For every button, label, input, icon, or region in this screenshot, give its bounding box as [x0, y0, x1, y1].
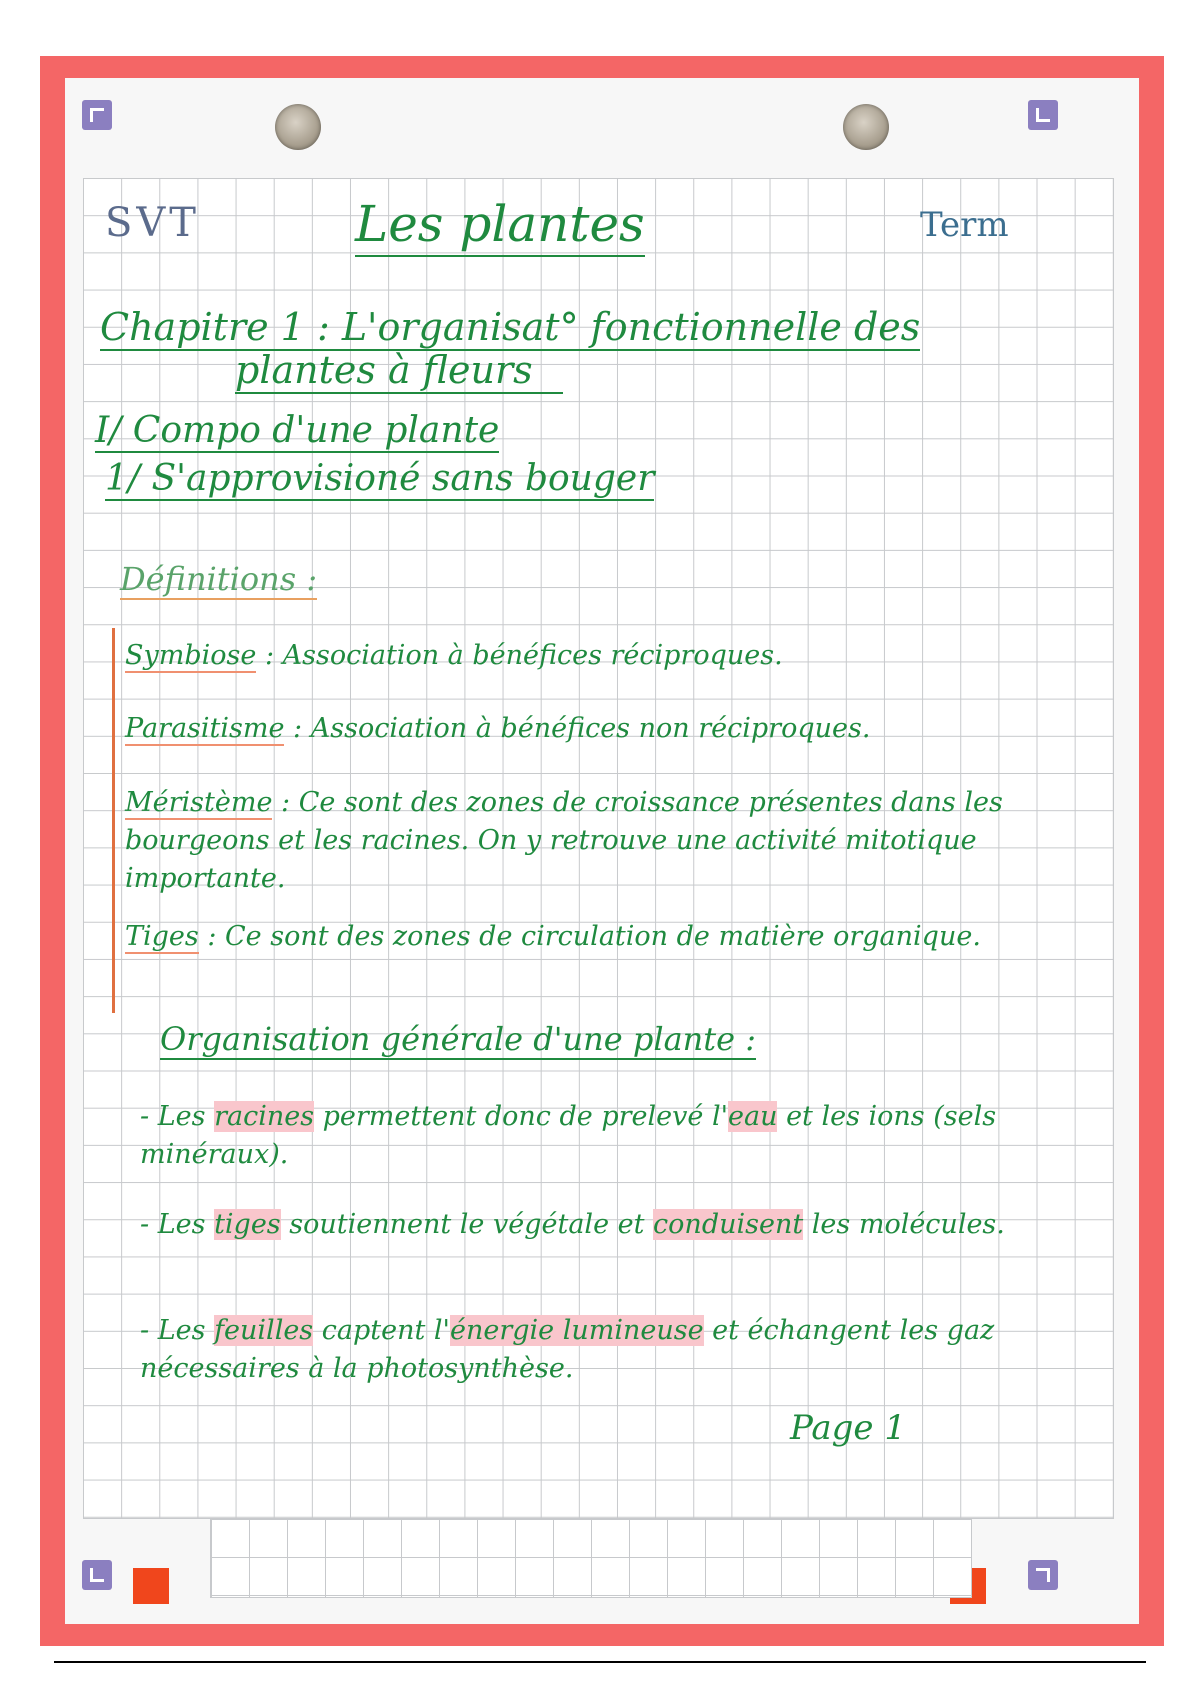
definition-item	[125, 710, 1005, 748]
corner-mark-top-left-icon	[82, 100, 112, 130]
bullet-pre: - Les	[140, 1101, 215, 1132]
bullet-highlight: tiges	[214, 1209, 281, 1240]
corner-mark-bottom-left-icon	[82, 1560, 112, 1590]
bottom-divider	[54, 1661, 1146, 1663]
definition-term: Tiges	[125, 921, 199, 952]
definition-term: Symbiose	[125, 640, 257, 671]
bullet-pre: - Les	[140, 1209, 215, 1240]
bullet-highlight: racines	[214, 1101, 315, 1132]
bullet-pre: - Les	[140, 1315, 215, 1346]
definition-text: : Ce sont des zones de croissance présentes dans les bourgeons et les racines. On y retrouve une activité mitotique importante.	[125, 787, 1003, 894]
definition-text: : Association à bénéfices réciproques.	[256, 640, 783, 671]
bullet-mid: permettent donc de prelevé l'	[314, 1101, 729, 1132]
definitions-margin-bar	[112, 628, 115, 1013]
bullet-item	[140, 1206, 1020, 1244]
bullet-highlight: conduisent	[653, 1209, 804, 1240]
bullet-item	[140, 1098, 1020, 1174]
bullet-post: et les ions (sels minéraux).	[140, 1101, 997, 1170]
binder-hole-right	[843, 104, 889, 150]
corner-mark-bottom-right-icon	[1028, 1560, 1058, 1590]
level-label: Term	[920, 205, 1009, 245]
binder-hole-left	[275, 104, 321, 150]
footer-grid-box	[210, 1518, 972, 1598]
corner-mark-top-right-icon	[1028, 100, 1058, 130]
definition-item	[125, 637, 1005, 675]
bullet-mid: soutiennent le végétale et	[280, 1209, 654, 1240]
chapter-title-line1: Chapitre 1 : L'organisat° fonctionnelle des	[100, 305, 921, 349]
bullet-highlight: eau	[728, 1101, 778, 1132]
bullet-highlight: énergie lumineuse	[449, 1315, 704, 1346]
bullet-post: les molécules.	[803, 1209, 1005, 1240]
orange-square-left	[133, 1568, 169, 1604]
bullet-highlight: feuilles	[214, 1315, 314, 1346]
organisation-heading: Organisation générale d'une plante :	[160, 1020, 757, 1058]
definitions-heading: Définitions :	[120, 560, 318, 598]
definition-item	[125, 784, 1005, 898]
definition-item	[125, 918, 1005, 956]
section-heading: I/ Compo d'une plante	[95, 410, 500, 451]
definition-term: Parasitisme	[125, 713, 285, 744]
page-title: Les plantes	[355, 195, 645, 257]
page-number: Page 1	[790, 1408, 906, 1448]
chapter-title-line2: plantes à fleurs	[235, 348, 563, 394]
definition-text: : Ce sont des zones de circulation de matière organique.	[198, 921, 981, 952]
definition-term: Méristème	[125, 787, 273, 818]
subject-label: SVT	[105, 200, 200, 246]
section-subheading: 1/ S'approvisioné sans bouger	[105, 458, 655, 499]
bullet-item	[140, 1312, 1020, 1388]
bullet-mid: captent l'	[313, 1315, 450, 1346]
definition-text: : Association à bénéfices non réciproques.	[284, 713, 871, 744]
bullet-post: et échangent les gaz nécessaires à la photosynthèse.	[140, 1315, 995, 1384]
